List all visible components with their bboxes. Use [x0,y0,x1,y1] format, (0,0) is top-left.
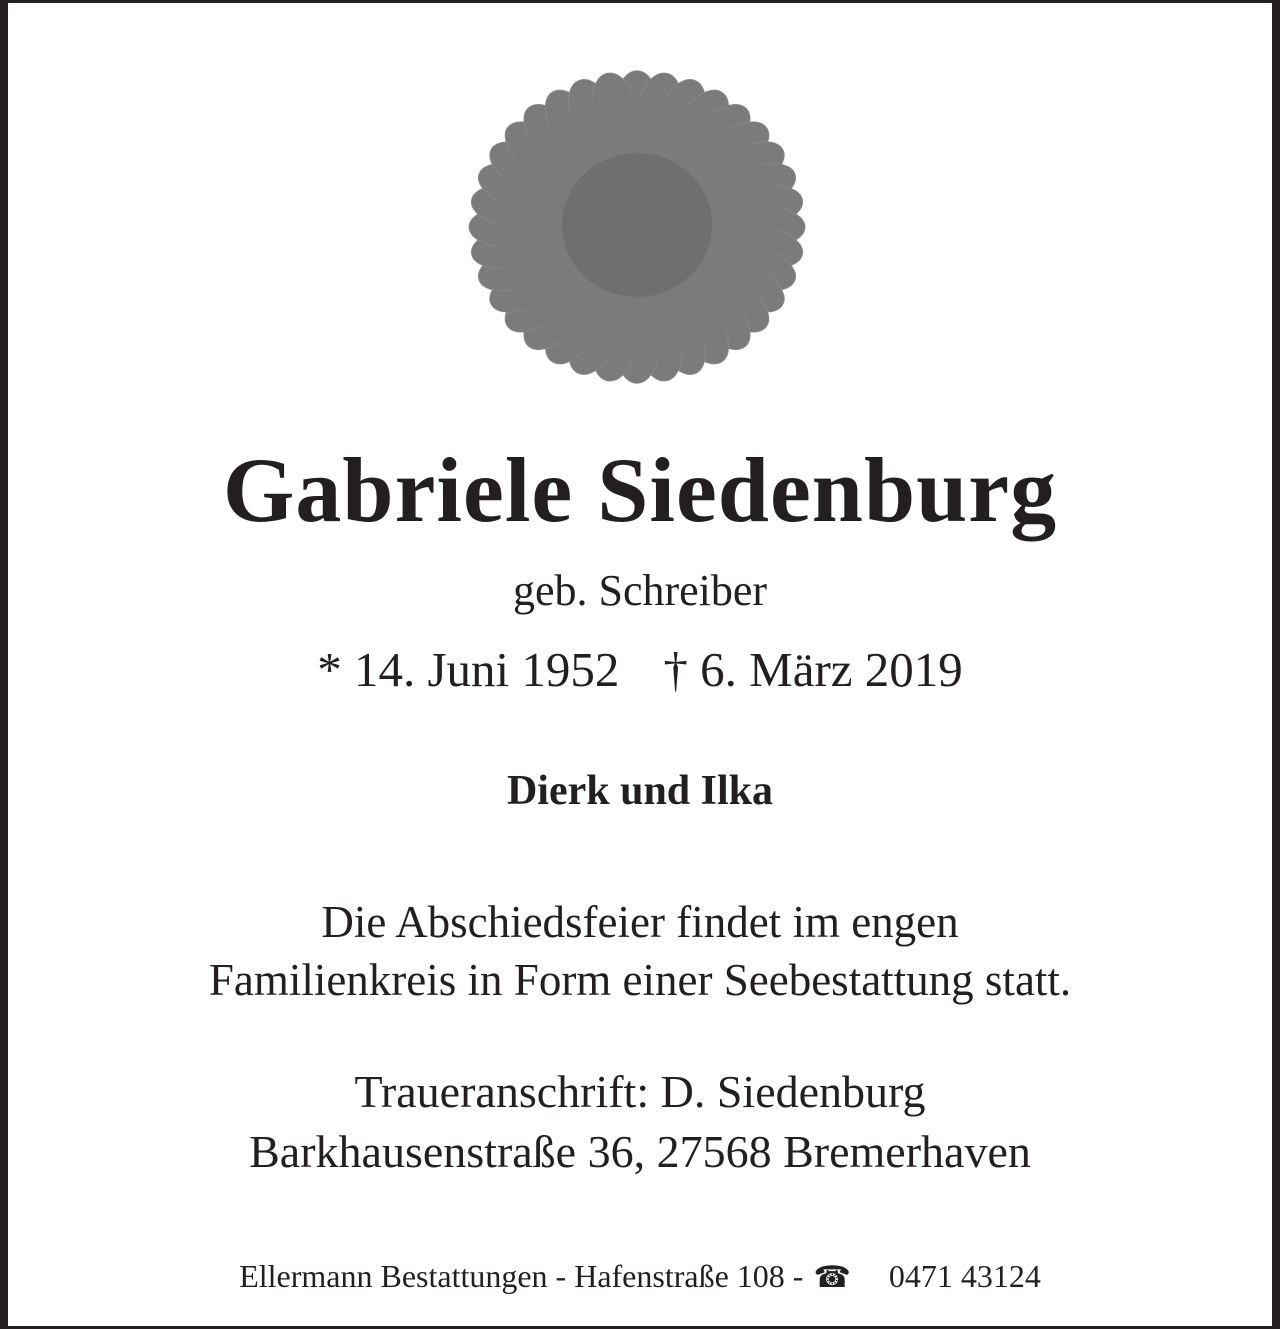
birth-date: * 14. Juni 1952 [317,642,620,697]
address-line: Traueranschrift: D. Siedenburg [354,1066,926,1117]
death-date: † 6. März 2019 [663,642,963,697]
message-line: Die Abschiedsfeier findet im engen [321,897,959,947]
ceremony-message [0,893,1280,1009]
deceased-name: Gabriele Siedenburg [222,439,1058,541]
message-line: Familienkreis in Form einer Seebestattung statt. [208,955,1072,1005]
flower-icon [460,64,814,390]
birth-name: geb. Schreiber [512,566,768,615]
address-line: Barkhausenstraße 36, 27568 Bremerhaven [249,1126,1031,1177]
undertaker-text: Ellermann Bestattungen - Hafenstraße 108 - [239,1258,804,1294]
undertaker-footer [0,1260,1280,1293]
undertaker-phone: 0471 43124 [888,1258,1041,1294]
mourners: Dierk und Ilka [506,768,774,814]
flower-center [562,153,712,297]
mourning-address [0,1062,1280,1182]
telephone-icon: ☎ [813,1260,851,1295]
life-dates [0,642,1280,697]
